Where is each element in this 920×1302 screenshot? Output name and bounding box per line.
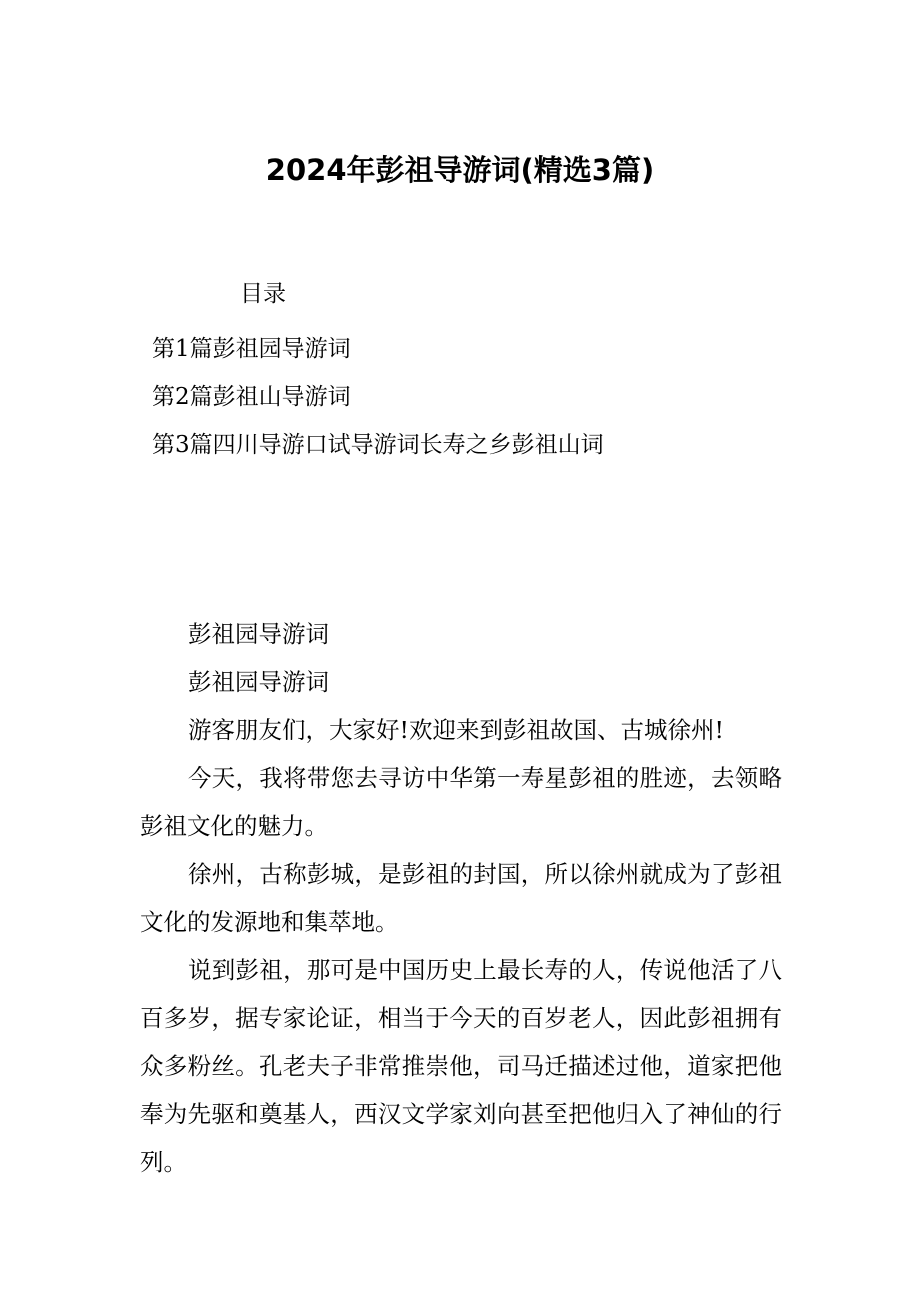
toc-list xyxy=(152,325,604,469)
section-subheading: 彭祖园导游词 xyxy=(188,668,329,696)
paragraph-greeting: 游客朋友们，大家好!欢迎来到彭祖故国、古城徐州! xyxy=(188,716,724,744)
toc-heading: 目录 xyxy=(240,281,286,307)
toc-item-1[interactable]: 第1篇彭祖园导游词 xyxy=(152,336,351,362)
paragraph-xuzhou: 徐州，古称彭城，是彭祖的封国，所以徐州就成为了彭祖文化的发源地和集萃地。 xyxy=(140,860,782,936)
body-text xyxy=(140,610,782,1186)
section-heading: 彭祖园导游词 xyxy=(188,620,329,648)
toc-item-2[interactable]: 第2篇彭祖山导游词 xyxy=(152,384,351,410)
toc-item-3[interactable]: 第3篇四川导游口试导游词长寿之乡彭祖山词 xyxy=(152,432,604,458)
document-title: 2024年彭祖导游词(精选3篇) xyxy=(265,153,655,187)
paragraph-pengzu: 说到彭祖，那可是中国历史上最长寿的人，传说他活了八百多岁，据专家论证，相当于今天的百岁老人，因此彭祖拥有众多粉丝。孔老夫子非常推崇他，司马迁描述过他，道家把他奉为先驱和奠基人，西汉文学家刘向甚至把他归入了神仙的行列。 xyxy=(140,956,782,1176)
paragraph-intro: 今天，我将带您去寻访中华第一寿星彭祖的胜迹，去领略彭祖文化的魅力。 xyxy=(140,764,782,840)
